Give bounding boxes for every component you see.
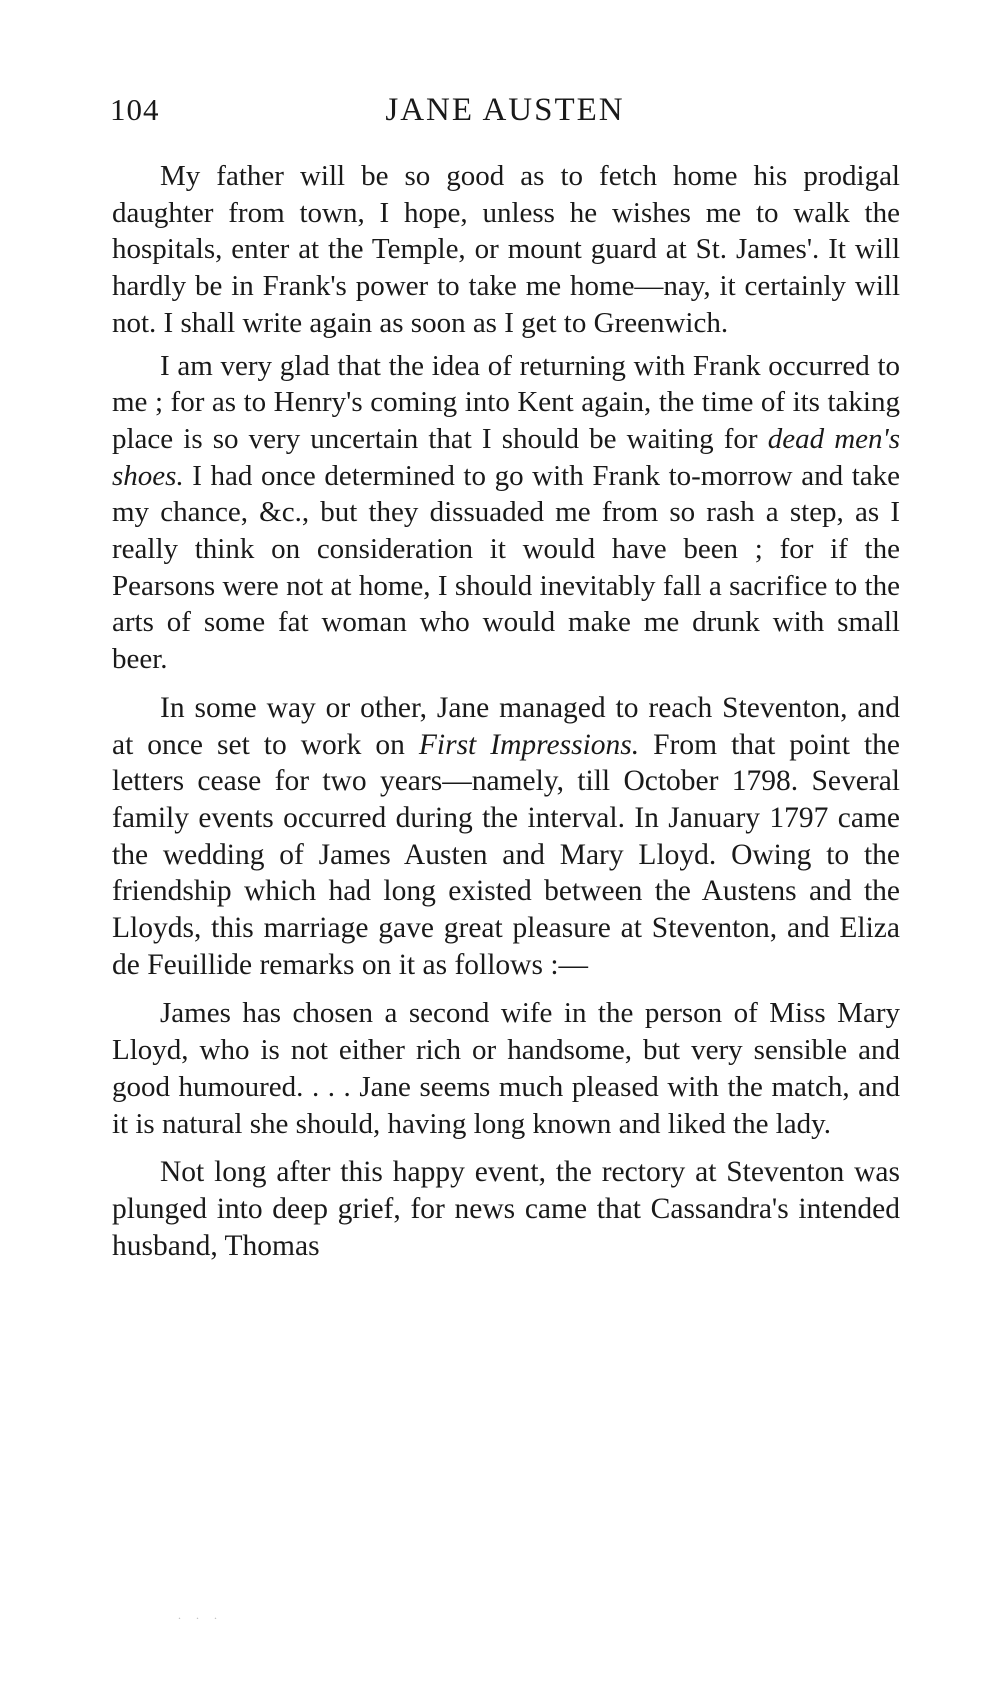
quoted-letter-paragraph [112,158,900,342]
footer-marks: . . . [178,1608,223,1622]
italic-phrase: dead men's shoes. [112,422,900,492]
narrative-paragraph [112,1154,900,1264]
running-title: JANE AUSTEN [385,92,625,128]
text-segment: In some way or other, Jane managed to reach Steventon, and at once set to work on [112,691,900,761]
quoted-letter-paragraph [112,348,900,678]
narrative-paragraph [112,690,900,984]
italic-title: First Impressions. [418,728,640,761]
text-segment: From that point the letters cease for two years—namely, till October 1798. Several family events occurred during the interval. In January 1797 came the wedding of James Austen and Mary Lloyd. Owing to the friendship which had long existed between the Austens and the Lloyds, this marriage gave great pleasure at Steventon, and Eliza de Feuillide remarks on it as follows :— [112,728,900,981]
text-segment: My father will be so good as to fetch home his prodigal daughter from town, I hope, unless he wishes me to walk the hospitals, enter at the Temple, or mount guard at St. James'. It will hardly be in Frank's power to take me home—nay, it certainly will not. I shall write again as soon as I get to Greenwich. [112,160,900,339]
page-number: 104 [110,92,160,127]
body-text [112,158,900,1264]
text-segment: Not long after this happy event, the rectory at Steventon was plunged into deep grief, for news came that Cassandra's intended husband, Thomas [112,1156,900,1262]
text-segment: I am very glad that the idea of returning with Frank occurred to me ; for as to Henry's coming into Kent again, the time of its taking place is so very uncertain that I should be waiting for [112,349,900,455]
text-segment: James has chosen a second wife in the person of Miss Mary Lloyd, who is not either rich or handsome, but very sensible and good humoured. . . . Jane seems much pleased with the match, and it is natural she should, having long known and liked the lady. [112,997,900,1140]
quoted-letter-paragraph [112,995,900,1142]
text-segment: I had once determined to go with Frank to-morrow and take my chance, &c., but they dissuaded me from so rash a step, as I really think on consideration it would have been ; for if the Pearsons were not at home, I should inevitably fall a sacrifice to the arts of some fat woman who would make me drunk with small beer. [112,459,900,676]
page-header [110,92,900,138]
